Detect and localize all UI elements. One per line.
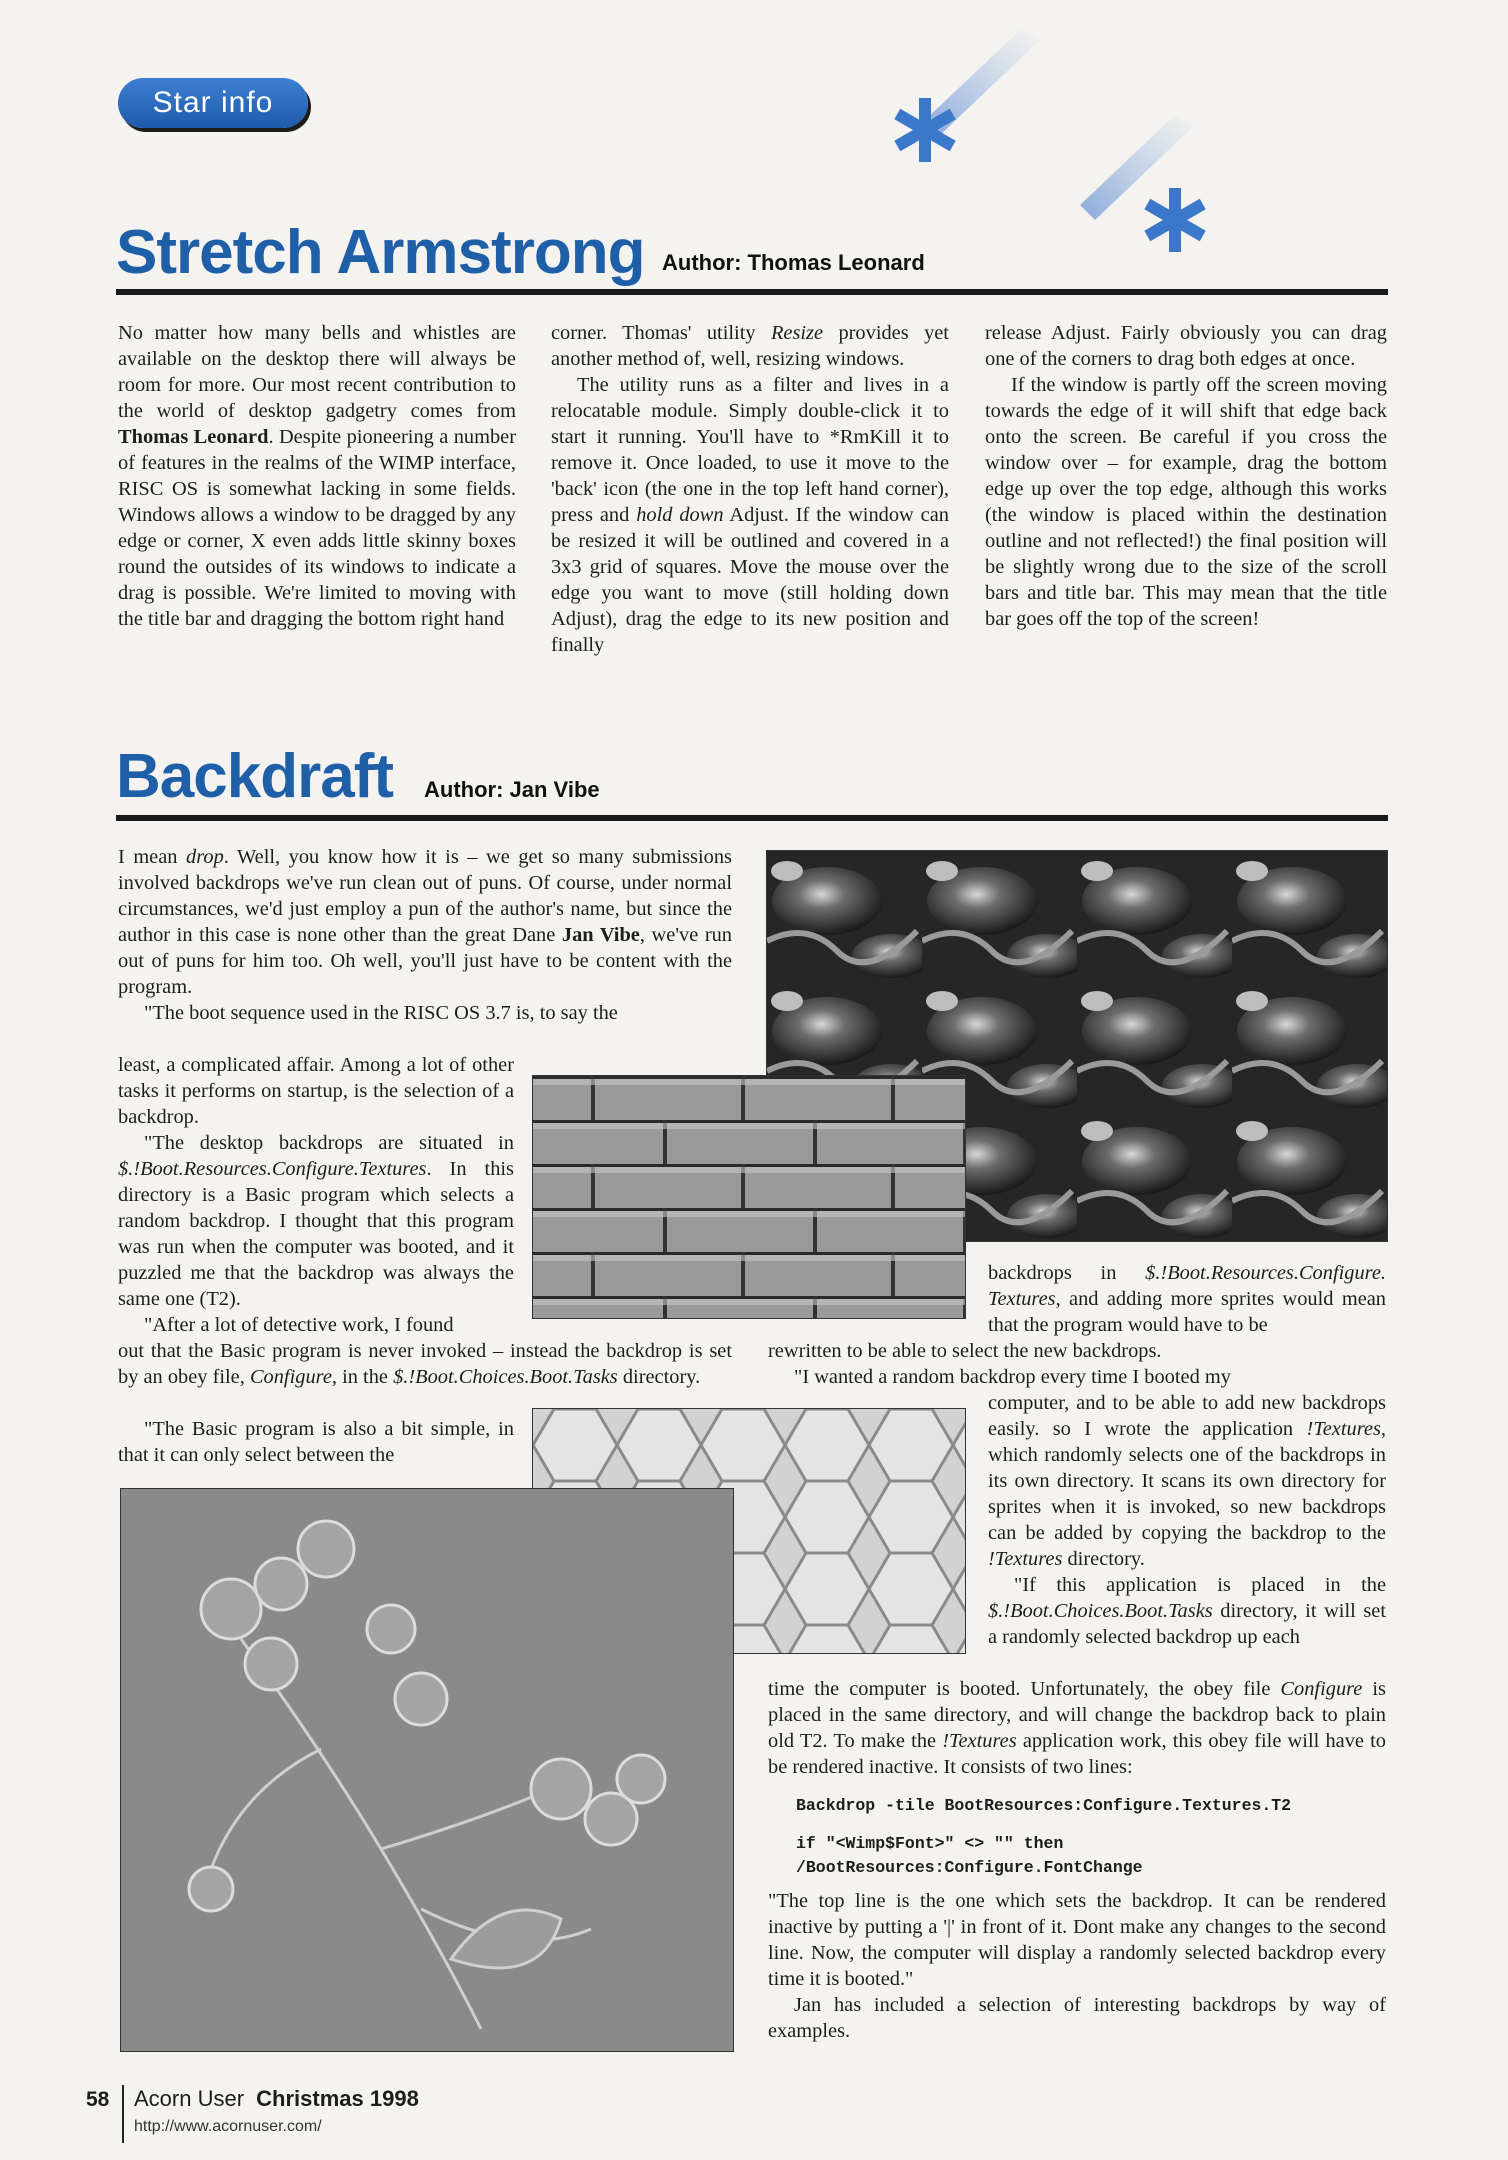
- footer-url[interactable]: http://www.acornuser.com/: [134, 2118, 322, 2135]
- backdrop-image-embossed-berries: [120, 1488, 734, 2052]
- backdraft-right-2: [988, 1390, 1386, 1650]
- app-name: !Textures: [988, 1548, 1063, 1570]
- issue-date: Christmas 1998: [256, 2086, 419, 2111]
- body-text: Jan has included a selection of interesting backdrops by way of examples.: [768, 1994, 1386, 2042]
- body-text: directory, it will set a randomly selected backdrop up each: [988, 1600, 1386, 1648]
- backdraft-right-wide-1: [768, 1338, 1386, 1390]
- emphasis: hold down: [636, 504, 724, 526]
- body-text: , in the: [331, 1366, 394, 1388]
- section-rule: [116, 815, 1388, 821]
- body-text: out that the Basic program is never invoked – instead the backdrop is set by an obey file,: [118, 1340, 732, 1388]
- body-text: release Adjust. Fairly obviously you can drag one of the corners to drag both edges at once.: [985, 322, 1387, 370]
- body-text: . Well, you know how it is – we get so many submissions involved backdrops we've run clean out of puns. Of course, under normal circumstances, we'd just employ a pun of the author's name, but since the author in this case is none other than the great Dane: [118, 846, 732, 946]
- path: $.!Boot.Resources.Configure. Textures: [988, 1262, 1386, 1310]
- body-text: computer, and to be able to add new backdrops easily. so I wrote the application: [988, 1392, 1386, 1440]
- badge-label: Star info: [152, 86, 274, 119]
- section-title-stretch-armstrong: Stretch Armstrong: [116, 218, 645, 287]
- section-title-backdraft: Backdraft: [116, 742, 393, 811]
- backdraft-right-wide-2: [768, 1676, 1386, 2044]
- backdrop-image-stone-bricks: [532, 1075, 966, 1319]
- backdraft-intro: [118, 844, 732, 1026]
- body-text: I mean: [118, 846, 187, 868]
- page-number: 58: [86, 2088, 110, 2111]
- body-text: backdrops in: [988, 1262, 1146, 1284]
- body-text: time the computer is booted. Unfortunately, the obey file: [768, 1678, 1281, 1700]
- body-text: "The desktop backdrops are situated in: [144, 1132, 514, 1154]
- code-line: if "<Wimp$Font>" <> "" then: [796, 1834, 1064, 1853]
- backdraft-column-narrow-2: [118, 1416, 514, 1468]
- path: $.!Boot.Choices.Boot.Tasks: [988, 1600, 1213, 1622]
- body-text: application work, this obey file will have to be rendered inactive. It consists of two lines:: [768, 1730, 1386, 1778]
- backdraft-column-narrow-1: [118, 1052, 514, 1338]
- star-info-badge: [118, 78, 308, 128]
- footer-divider: [122, 2085, 124, 2143]
- emphasis: drop: [186, 846, 224, 868]
- body-text: . In this directory is a Basic program which selects a random backdrop. I thought that this program was run when the computer was booted, and it puzzled me that the backdrop was always the same one (T2).: [118, 1158, 514, 1310]
- app-name: !Textures: [1306, 1418, 1381, 1440]
- app-name: Resize: [770, 322, 824, 344]
- body-text: "I wanted a random backdrop every time I booted my: [794, 1366, 1231, 1388]
- article-column-3: [985, 320, 1387, 632]
- body-text: is placed in the same directory, and will change the backdrop back to plain old T2. To make the: [768, 1678, 1386, 1752]
- body-text: If the window is partly off the screen moving towards the edge of it will shift that edge back onto the screen. Be careful if you cross the window over – for example, drag the bottom edge up over the top edge, although this works (the window is placed within the destination outline and not reflected!) the final position will be slightly wrong due to the size of the scroll bars and title bar. This may mean that the title bar goes off the top of the screen!: [985, 374, 1387, 630]
- body-text: , which randomly selects one of the backdrops in its own directory. It scans its own directory for sprites when it is invoked, so new backdrops can be added by copying the backdrop to the: [988, 1418, 1386, 1544]
- body-text: "The Basic program is also a bit simple, in that it can only select between the: [118, 1418, 514, 1466]
- article-column-1: [118, 320, 516, 632]
- magazine-name: Acorn User: [134, 2086, 245, 2111]
- shooting-stars-decoration: [870, 20, 1230, 280]
- section-author: Author: Jan Vibe: [424, 777, 600, 802]
- body-text: directory.: [617, 1366, 701, 1388]
- body-text: provides yet another method of, well, resizing windows.: [551, 322, 949, 370]
- body-text: corner. Thomas' utility: [551, 322, 771, 344]
- asterisk-star-icon: [1144, 188, 1205, 252]
- section-author: Author: Thomas Leonard: [662, 250, 925, 275]
- path: $.!Boot.Resources.Configure.Textures: [118, 1158, 427, 1180]
- body-text: rewritten to be able to select the new backdrops.: [768, 1340, 1162, 1362]
- body-text: directory.: [1062, 1548, 1145, 1570]
- body-text: , we've run out of puns for him too. Oh well, you'll just have to be content with the program.: [118, 924, 733, 998]
- section-rule: [116, 289, 1388, 295]
- author-name: Thomas Leonard: [118, 426, 269, 448]
- body-text: No matter how many bells and whistles are available on the desktop there will always be room for more. Our most recent contribution to the world of desktop gadgetry comes from: [118, 322, 516, 422]
- footer-masthead: [134, 2086, 419, 2112]
- app-name: !Textures: [942, 1730, 1017, 1752]
- body-text: . Despite pioneering a number of features in the realms of the WIMP interface, RISC OS is somewhat lacking in some fields. Windows allows a window to be dragged by any edge or corner, X even adds little skinny boxes round the outsides of its windows to indicate a drag is possible. We're limited to moving with the title bar and dragging the bottom right hand: [118, 426, 516, 630]
- backdraft-wide-para: [118, 1338, 732, 1390]
- code-line: /BootResources:Configure.FontChange: [796, 1858, 1143, 1877]
- body-text: Adjust. If the window can be resized it will be outlined and covered in a 3x3 grid of squares. Move the mouse over the edge you want to move (still holding down Adjust), drag the edge to its new position and finally: [551, 504, 949, 656]
- body-text: , and adding more sprites would mean that the program would have to be: [988, 1288, 1386, 1336]
- body-text: "The boot sequence used in the RISC OS 3.7 is, to say the: [144, 1002, 618, 1024]
- code-line: Backdrop -tile BootResources:Configure.Textures.T2: [796, 1796, 1292, 1815]
- body-text: The utility runs as a filter and lives in a relocatable module. Simply double-click it to start it running. You'll have to *RmKill it to remove it. Once loaded, to use it move to the 'back' icon (the one in the top left hand corner), press and: [551, 374, 949, 526]
- author-name: Jan Vibe: [561, 924, 640, 946]
- body-text: "The top line is the one which sets the backdrop. It can be rendered inactive by putting a '|' in front of it. Dont make any changes to the second line. Now, the computer will display a randomly selected backdrop every time it is booted.": [768, 1890, 1386, 1990]
- body-text: "If this application is placed in the: [1014, 1574, 1386, 1596]
- backdraft-right-1: [988, 1260, 1386, 1338]
- path: $.!Boot.Choices.Boot.Tasks: [393, 1366, 618, 1388]
- body-text: least, a complicated affair. Among a lot of other tasks it performs on startup, is the selection of a backdrop.: [118, 1054, 514, 1128]
- article-column-2: [551, 320, 949, 658]
- body-text: "After a lot of detective work, I found: [144, 1314, 454, 1336]
- file-name: Configure: [1280, 1678, 1363, 1700]
- file-name: Configure: [249, 1366, 332, 1388]
